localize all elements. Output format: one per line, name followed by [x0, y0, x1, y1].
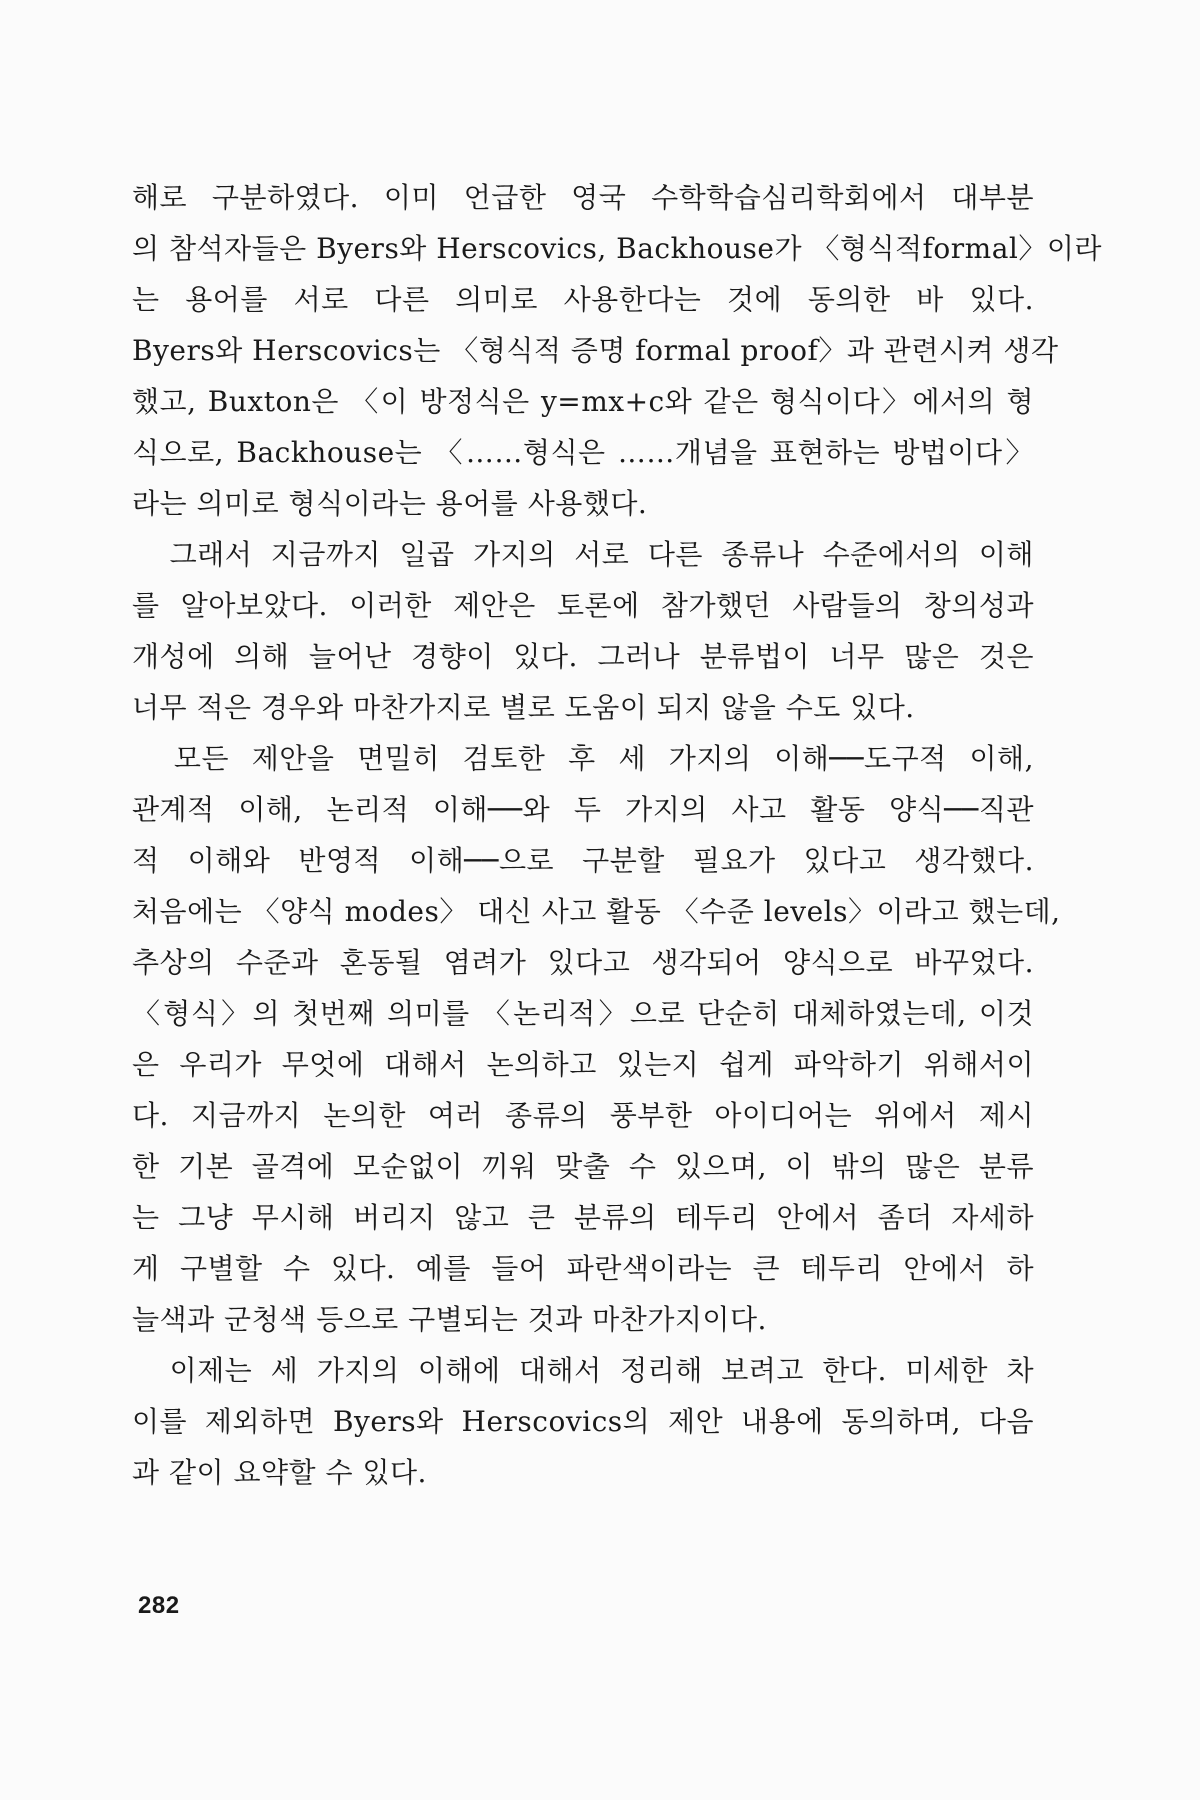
page-number: 282: [138, 1592, 180, 1619]
text-line: 이를 제외하면 Byers와 Herscovics의 제안 내용에 동의하며, 다음: [132, 1405, 1034, 1438]
body-text: [132, 172, 1102, 1498]
text-line: 모든 제안을 면밀히 검토한 후 세 가지의 이해──도구적 이해,: [132, 742, 1034, 775]
text-line: 늘색과 군청색 등으로 구별되는 것과 마찬가지이다.: [132, 1303, 767, 1336]
text-line: 해로 구분하였다. 이미 언급한 영국 수학학습심리학회에서 대부분: [132, 181, 1034, 214]
text-line: 했고, Buxton은 〈이 방정식은 y=mx+c와 같은 형식이다〉에서의 형: [132, 385, 1034, 418]
text-line: 은 우리가 무엇에 대해서 논의하고 있는지 쉽게 파악하기 위해서이: [132, 1048, 1034, 1081]
text-line: 너무 적은 경우와 마찬가지로 별로 도움이 되지 않을 수도 있다.: [132, 691, 915, 724]
text-line: 는 그냥 무시해 버리지 않고 큰 분류의 테두리 안에서 좀더 자세하: [132, 1201, 1034, 1234]
text-line: Byers와 Herscovics는 〈형식적 증명 formal proof〉과 관련시켜 생각: [132, 334, 1059, 367]
text-line: 한 기본 골격에 모순없이 끼워 맞출 수 있으며, 이 밖의 많은 분류: [132, 1150, 1034, 1183]
text-line: 의 참석자들은 Byers와 Herscovics, Backhouse가 〈형식적formal〉이라: [132, 232, 1102, 265]
text-line: 이제는 세 가지의 이해에 대해서 정리해 보려고 한다. 미세한 차: [132, 1354, 1034, 1387]
text-line: 게 구별할 수 있다. 예를 들어 파란색이라는 큰 테두리 안에서 하: [132, 1252, 1034, 1285]
text-line: 식으로, Backhouse는 〈……형식은 ……개념을 표현하는 방법이다〉: [132, 436, 1034, 469]
text-line: 추상의 수준과 혼동될 염려가 있다고 생각되어 양식으로 바꾸었다.: [132, 946, 1034, 979]
text-line: 다. 지금까지 논의한 여러 종류의 풍부한 아이디어는 위에서 제시: [132, 1099, 1034, 1132]
text-line: 처음에는 〈양식 modes〉 대신 사고 활동 〈수준 levels〉이라고 했는데,: [132, 895, 1061, 928]
text-line: 관계적 이해, 논리적 이해──와 두 가지의 사고 활동 양식──직관: [132, 793, 1034, 826]
text-line: 그래서 지금까지 일곱 가지의 서로 다른 종류나 수준에서의 이해: [132, 538, 1034, 571]
text-line: 라는 의미로 형식이라는 용어를 사용했다.: [132, 487, 648, 520]
text-line: 과 같이 요약할 수 있다.: [132, 1456, 427, 1489]
text-line: 〈형식〉의 첫번째 의미를 〈논리적〉으로 단순히 대체하였는데, 이것: [132, 997, 1034, 1030]
text-line: 개성에 의해 늘어난 경향이 있다. 그러나 분류법이 너무 많은 것은: [132, 640, 1034, 673]
text-line: 는 용어를 서로 다른 의미로 사용한다는 것에 동의한 바 있다.: [132, 283, 1034, 316]
text-line: 적 이해와 반영적 이해──으로 구분할 필요가 있다고 생각했다.: [132, 844, 1034, 877]
text-line: 를 알아보았다. 이러한 제안은 토론에 참가했던 사람들의 창의성과: [132, 589, 1034, 622]
